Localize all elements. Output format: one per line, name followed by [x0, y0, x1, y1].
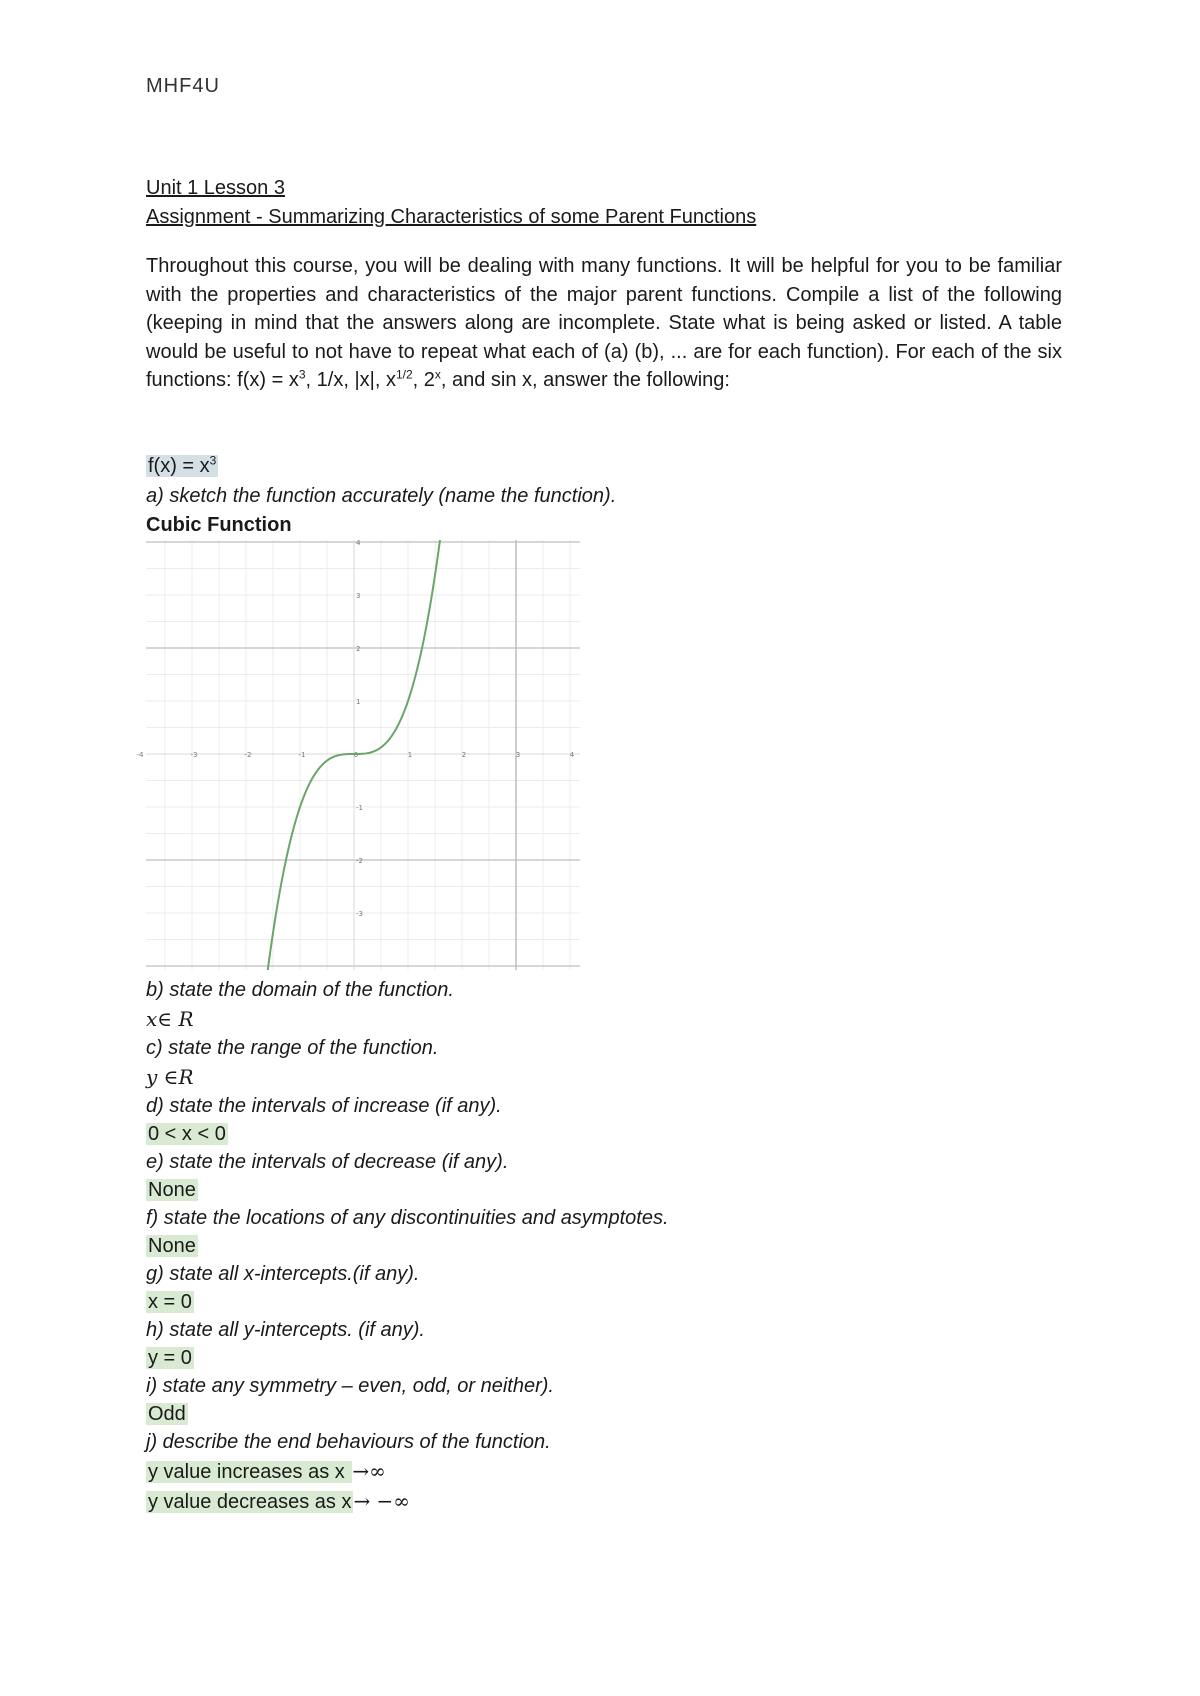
answer-b: x∈ R [146, 1007, 194, 1031]
cubic-graph [136, 539, 580, 970]
x-tick-label: -2 [244, 751, 252, 759]
question-b: b) state the domain of the function. [146, 979, 454, 1001]
y-tick-label: -2 [356, 857, 363, 865]
course-code: MHF4U [146, 75, 220, 97]
answer-g: x = 0 [148, 1291, 192, 1313]
function-label [146, 452, 218, 480]
intro-sup-3: x [434, 367, 441, 382]
x-tick-label: 3 [515, 751, 521, 759]
x-tick-label: -4 [136, 751, 144, 759]
intro-sup-2: 1/2 [395, 367, 413, 382]
y-tick-label: 3 [356, 592, 361, 600]
question-a: a) sketch the function accurately (name the function). [146, 485, 617, 507]
x-tick-label: 4 [569, 751, 575, 759]
intro-text-2: , 1/x, |x|, x [305, 369, 396, 391]
unit-lesson-title: Unit 1 Lesson 3 [146, 177, 285, 199]
cubic-graph-svg [136, 539, 580, 970]
answer-d: 0 < x < 0 [148, 1123, 226, 1145]
answer-j-2: y value decreases as x → −∞ [148, 1489, 410, 1513]
question-e: e) state the intervals of decrease (if any). [146, 1151, 509, 1173]
answer-f: None [148, 1235, 196, 1257]
function-label-text: $f(x) = x^3$ [148, 453, 217, 477]
x-tick-label: -1 [298, 751, 306, 759]
answer-j-1: y value increases as x →∞ [148, 1459, 386, 1483]
title-block [146, 174, 756, 232]
question-g: g) state all x-intercepts.(if any). [146, 1263, 420, 1285]
answer-i: Odd [148, 1403, 186, 1425]
x-tick-label: 2 [461, 751, 467, 759]
answer-h: y = 0 [148, 1347, 192, 1369]
intro-sup-1: 3 [298, 367, 306, 382]
question-h: h) state all y-intercepts. (if any). [146, 1319, 425, 1341]
y-tick-label: -3 [356, 910, 363, 918]
question-j: j) describe the end behaviours of the function. [146, 1431, 551, 1453]
question-i: i) state any symmetry – even, odd, or neither). [146, 1375, 554, 1397]
y-tick-label: 4 [356, 539, 361, 547]
x-tick-label: 0 [353, 751, 359, 759]
intro-text-1: Throughout this course, you will be dealing with many functions. It will be helpful for you to be familiar with the properties and characteristics of the major parent functions. Compile a list of the following (keeping in mind that the answers along are incomplete. State what is being asked or listed. A table would be useful to not have to repeat what each of (a) (b), ... are for each function). For each of the six functions: f(x) = x [146, 255, 1062, 391]
x-tick-label: -3 [190, 751, 198, 759]
y-tick-label: 1 [356, 698, 361, 706]
intro-paragraph [146, 252, 1062, 395]
question-f: f) state the locations of any discontinuities and asymptotes. [146, 1207, 669, 1229]
answer-c: y ∈R [146, 1065, 194, 1089]
question-c: c) state the range of the function. [146, 1037, 439, 1059]
intro-text-4: , and sin x, answer the following: [440, 369, 730, 391]
x-tick-label: 1 [407, 751, 413, 759]
y-tick-label: -1 [356, 804, 363, 812]
assignment-title: Assignment - Summarizing Characteristics of some Parent Functions [146, 206, 757, 228]
y-tick-label: 2 [356, 645, 361, 653]
answer-a: Cubic Function [146, 514, 292, 536]
intro-text-3: , 2 [412, 369, 435, 391]
answer-e: None [148, 1179, 196, 1201]
question-d: d) state the intervals of increase (if any). [146, 1095, 502, 1117]
